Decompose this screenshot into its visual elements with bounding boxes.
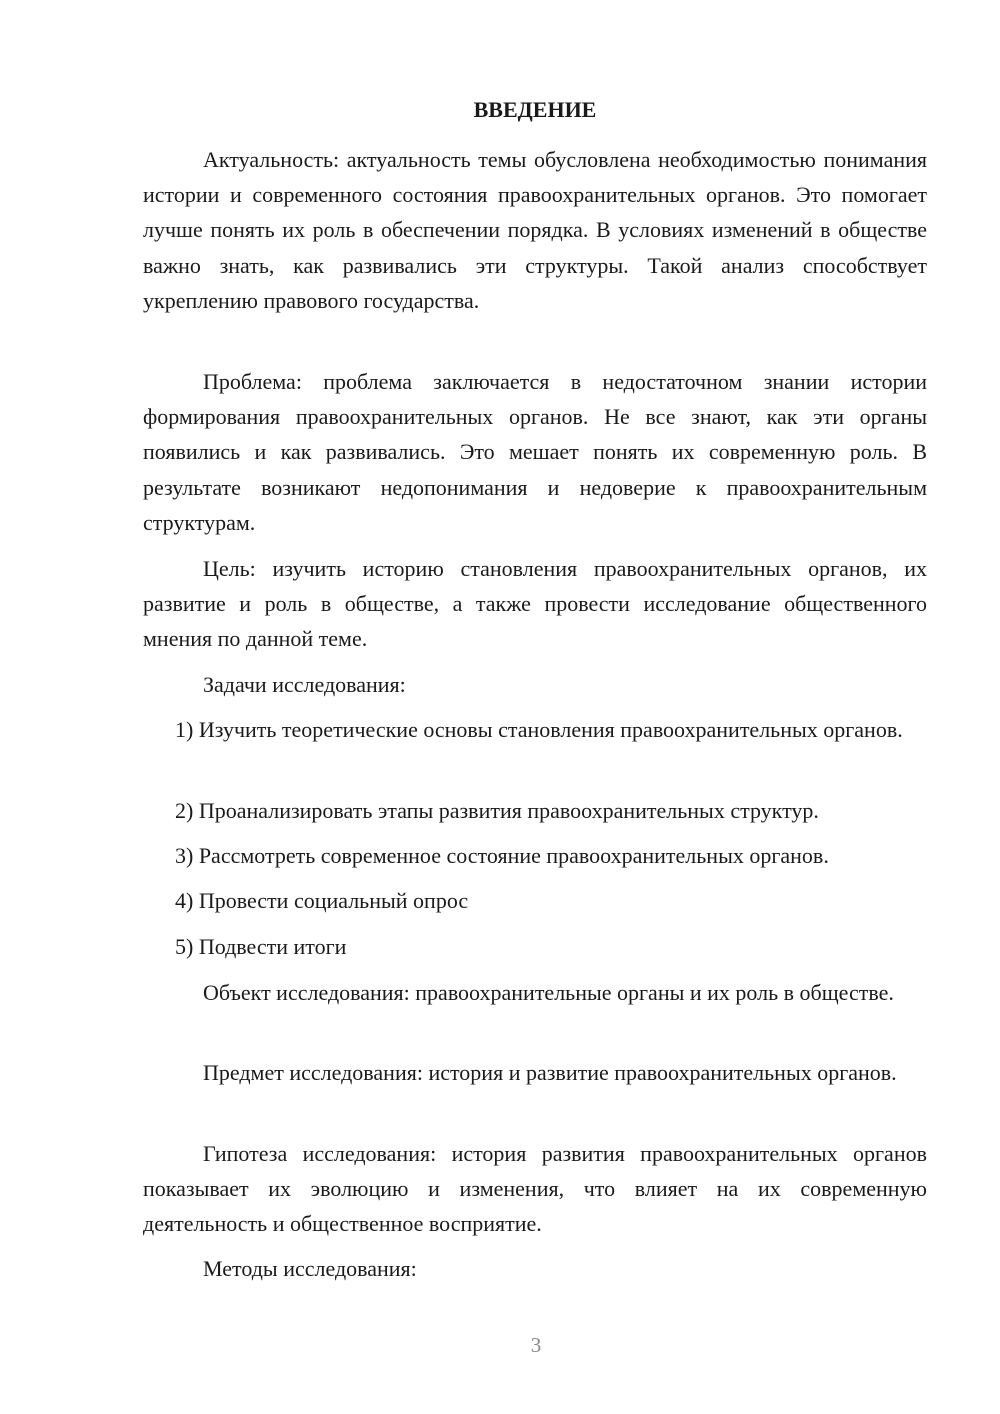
relevance-paragraph: Актуальность: актуальность темы обусловлена необходимостью понимания истории и современного состояния правоохранительных органов. Это помогает лучше понять их роль в обеспечении порядка. В условиях изменений в обществе важно знать, как развивались эти структуры. Такой анализ способствует укреплению правового государства. bbox=[143, 147, 927, 313]
problem-paragraph: Проблема: проблема заключается в недостаточном знании истории формирования правоохранительных органов. Не все знают, как эти органы появились и как развивались. Это мешает понять их современную роль. В результате возникают недопонимания и недоверие к правоохранительным структурам. bbox=[143, 369, 927, 535]
goal-paragraph: Цель: изучить историю становления правоохранительных органов, их развитие и роль в обществе, а также провести исследование общественного мнения по данной теме. bbox=[143, 556, 927, 652]
subject-paragraph: Предмет исследования: история и развитие правоохранительных органов. bbox=[203, 1060, 897, 1085]
task-item-2: 2) Проанализировать этапы развития правоохранительных структур. bbox=[175, 798, 819, 823]
page-number: 3 bbox=[530, 1333, 542, 1357]
page-title: ВВЕДЕНИЕ bbox=[473, 97, 597, 122]
tasks-heading: Задачи исследования: bbox=[203, 672, 406, 697]
task-item-3: 3) Рассмотреть современное состояние правоохранительных органов. bbox=[175, 843, 829, 868]
task-item-5: 5) Подвести итоги bbox=[175, 934, 347, 959]
hypothesis-paragraph: Гипотеза исследования: история развития правоохранительных органов показывает их эволюцию и изменения, что влияет на их современную деятельность и общественное восприятие. bbox=[143, 1141, 927, 1237]
object-paragraph: Объект исследования: правоохранительные органы и их роль в обществе. bbox=[203, 980, 894, 1005]
task-item-1: 1) Изучить теоретические основы становления правоохранительных органов. bbox=[175, 717, 903, 742]
methods-heading: Методы исследования: bbox=[203, 1256, 417, 1281]
task-item-4: 4) Провести социальный опрос bbox=[175, 888, 469, 913]
